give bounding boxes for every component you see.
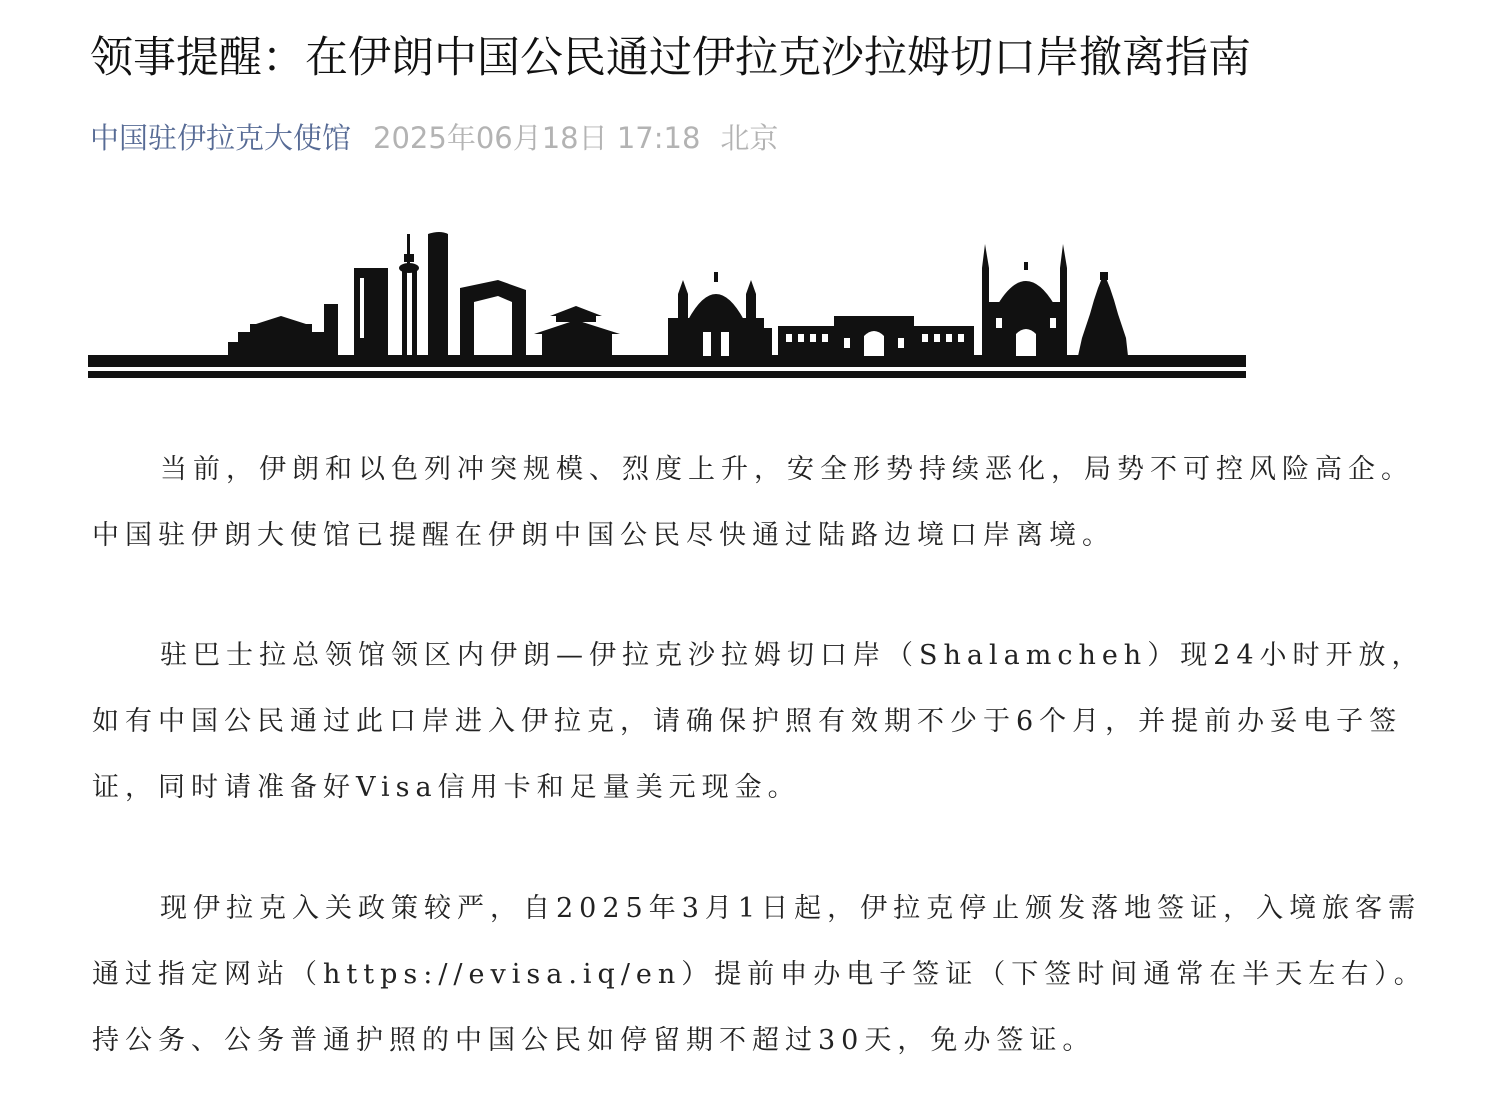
paragraph-3: 现伊拉克入关政策较严，自2025年3月1日起，伊拉克停止颁发落地签证，入境旅客需通过指定网站（https://evisa.iq/en）提前申办电子签证（下签时间通常在半天左右）。持公务、公务普通护照的中国公民如停留期不超过30天，免办签证。 xyxy=(92,893,1427,1056)
paragraph-2: 驻巴士拉总领馆领区内伊朗—伊拉克沙拉姆切口岸（Shalamcheh）现24小时开放，如有中国公民通过此口岸进入伊拉克，请确保护照有效期不少于6个月，并提前办妥电子签证，同时请准备好Visa信用卡和足量美元现金。 xyxy=(92,640,1425,803)
account-name-link[interactable]: 中国驻伊拉克大使馆 xyxy=(90,121,352,155)
publish-location: 北京 xyxy=(720,121,779,155)
article-title: 领事提醒：在伊朗中国公民通过伊拉克沙拉姆切口岸撤离指南 xyxy=(90,33,1251,83)
city-skyline-illustration xyxy=(88,228,1248,380)
paragraph-1: 当前，伊朗和以色列冲突规模、烈度上升，安全形势持续恶化，局势不可控风险高企。中国驻伊朗大使馆已提醒在伊朗中国公民尽快通过陆路边境口岸离境。 xyxy=(92,454,1414,551)
publish-time: 2025年06月18日 17:18 xyxy=(373,121,701,155)
article-meta xyxy=(90,120,778,158)
